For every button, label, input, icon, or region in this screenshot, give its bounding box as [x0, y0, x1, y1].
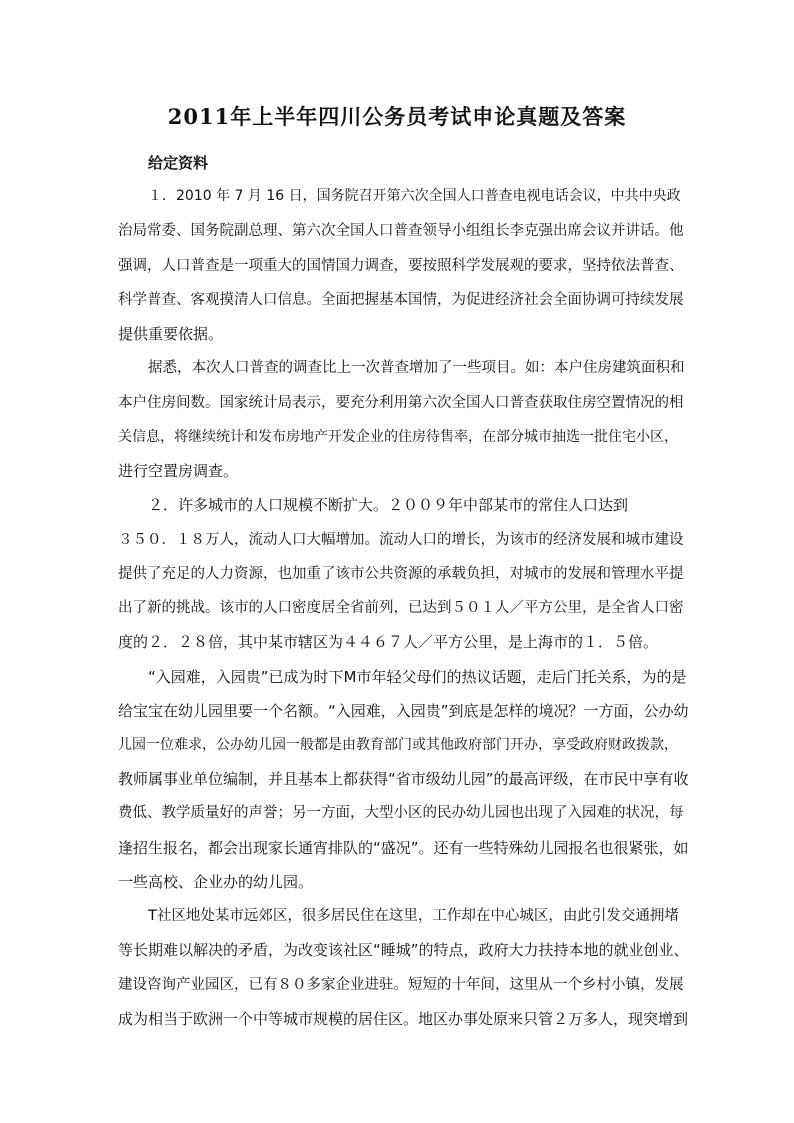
paragraph-line: 度的２．２８倍，其中某市辖区为４４６７人／平方公里，是上海市的１．５倍。 [118, 633, 659, 651]
paragraph-line: 治局常委、国务院副总理、第六次全国人口普查领导小组组长李克强出席会议并讲话。他 [118, 223, 684, 239]
paragraph-line: 费低、教学质量好的声誉；另一方面，大型小区的民办幼儿园也出现了入园难的状况，每 [118, 805, 684, 821]
paragraph-line: 提供重要依据。 [118, 325, 224, 343]
paragraph-line: 等长期难以解决的矛盾，为改变该社区“睡城”的特点，政府大力扶持本地的就业创业、 [118, 941, 689, 959]
paragraph-line: 给宝宝在幼儿园里要一个名额。“入园难，入园贵”到底是怎样的境况？一方面，公办幼 [118, 702, 689, 720]
paragraph-line: ２．许多城市的人口规模不断扩大。２００９年中部某市的常住人口达到 [148, 496, 629, 514]
paragraph-line: 一些高校、企业办的幼儿园。 [118, 873, 314, 891]
paragraph-line: 据悉，本次人口普查的调查比上一次普查增加了一些项目。如：本户住房建筑面积和 [148, 360, 685, 376]
paragraph-line: 关信息，将继续统计和发布房地产开发企业的住房待售率，在部分城市抽选一批住宅小区， [118, 429, 678, 445]
paragraph-line: ３５０．１８万人，流动人口大幅增加。流动人口的增长，为该市的经济发展和城市建设 [118, 532, 684, 548]
paragraph-line: 提供了充足的人力资源，也加重了该市公共资源的承载负担，对城市的发展和管理水平提 [118, 566, 684, 582]
paragraph-line: “入园难，入园贵”已成为时下M市年轻父母们的热议话题，走后门托关系，为的是 [148, 668, 687, 686]
paragraph-line: 成为相当于欧洲一个中等城市规模的居住区。地区办事处原来只管２万多人，现突增到 [118, 1010, 689, 1028]
paragraph-line: 科学普查、客观摸清人口信息。全面把握基本国情，为促进经济社会全面协调可持续发展 [118, 292, 684, 308]
paragraph-line: 进行空置房调查。 [118, 462, 239, 480]
paragraph-line: 逢招生报名，都会出现家长通宵排队的“盛况”。还有一些特殊幼儿园报名也很紧张，如 [118, 839, 689, 857]
paragraph-line: 出了新的挑战。该市的人口密度居全省前列，已达到５０１人／平方公里，是全省人口密 [118, 600, 684, 616]
paragraph-line: 教师属事业单位编制，并且基本上都获得“省市级幼儿园”的最高评级，在市民中享有收 [118, 770, 689, 788]
section-heading: 给定资料 [148, 154, 209, 172]
paragraph-line: 建设咨询产业园区，已有８０多家企业进驻。短短的十年间，这里从一个乡村小镇，发展 [118, 977, 684, 993]
paragraph-line: T社区地处某市远郊区，很多居民住在这里，工作却在中心城区，由此引发交通拥堵 [148, 908, 679, 924]
paragraph-line: 强调，人口普查是一项重大的国情国力调查，要按照科学发展观的要求，坚持依法普查、 [118, 258, 684, 274]
paragraph-line: １．2010 年 7 月 16 日，国务院召开第六次全国人口普查电视电话会议，中共中央政 [148, 188, 681, 204]
document-title: 2011年上半年四川公务员考试申论真题及答案 [167, 104, 627, 129]
paragraph-line: 儿园一位难求，公办幼儿园一般都是由教育部门或其他政府部门开办，享受政府财政拨款， [118, 737, 678, 753]
paragraph-line: 本户住房间数。国家统计局表示，要充分利用第六次全国人口普查获取住房空置情况的相 [118, 395, 684, 411]
